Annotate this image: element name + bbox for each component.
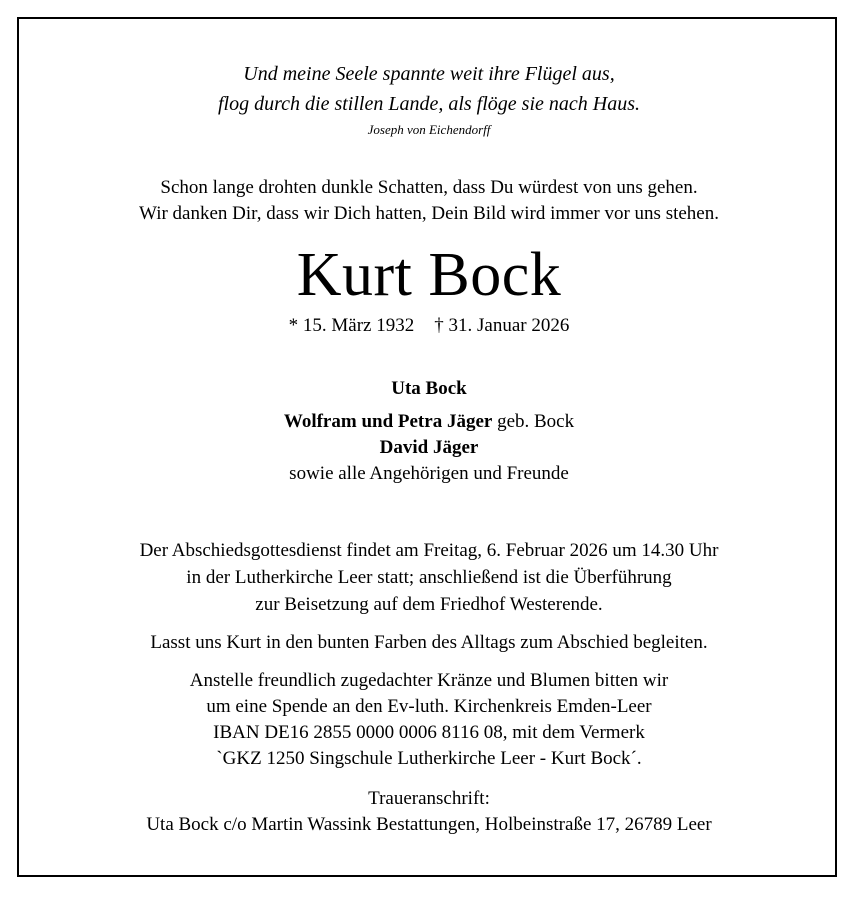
service-line-1: Der Abschiedsgottesdienst findet am Freitag, 6. Februar 2026 um 14.30 Uhr — [139, 540, 719, 561]
mourner-uta: Uta Bock — [391, 378, 467, 399]
deceased-name: Kurt Bock — [296, 241, 562, 309]
death-date: † 31. Januar 2026 — [434, 315, 570, 336]
mourner-david: David Jäger — [379, 437, 479, 458]
farewell-request: Lasst uns Kurt in den bunten Farben des Alltags zum Abschied begleiten. — [150, 632, 708, 653]
mourner-wolfram-petra-suffix: geb. Bock — [492, 411, 575, 432]
intro-line-2: Wir danken Dir, dass wir Dich hatten, Dein Bild wird immer vor uns stehen. — [139, 203, 719, 224]
donation-line-3: IBAN DE16 2855 0000 0006 8116 08, mit dem Vermerk — [213, 722, 645, 743]
poem-author: Joseph von Eichendorff — [367, 122, 491, 137]
donation-line-1: Anstelle freundlich zugedachter Kränze und Blumen bitten wir — [189, 670, 669, 691]
service-line-2: in der Lutherkirche Leer statt; anschließend ist die Überführung — [186, 567, 672, 588]
life-dates — [17, 315, 841, 337]
address-label: Traueranschrift: — [368, 788, 490, 809]
poem-line-2: flog durch die stillen Lande, als flöge sie nach Haus. — [217, 93, 640, 115]
birth-date: * 15. März 1932 — [288, 315, 415, 336]
mourner-wolfram-petra-name: Wolfram und Petra Jäger — [283, 411, 493, 432]
service-line-3: zur Beisetzung auf dem Friedhof Westerende. — [255, 594, 603, 615]
intro-line-1: Schon lange drohten dunkle Schatten, dass Du würdest von uns gehen. — [160, 177, 698, 198]
mourner-others: sowie alle Angehörigen und Freunde — [289, 463, 569, 484]
mourner-wolfram-petra — [17, 411, 841, 433]
address-text: Uta Bock c/o Martin Wassink Bestattungen, Holbeinstraße 17, 26789 Leer — [146, 814, 712, 835]
poem-line-1: Und meine Seele spannte weit ihre Flügel aus, — [243, 63, 615, 85]
donation-line-2: um eine Spende an den Ev-luth. Kirchenkreis Emden-Leer — [206, 696, 652, 717]
donation-line-4: `GKZ 1250 Singschule Lutherkirche Leer - Kurt Bock´. — [216, 748, 642, 769]
